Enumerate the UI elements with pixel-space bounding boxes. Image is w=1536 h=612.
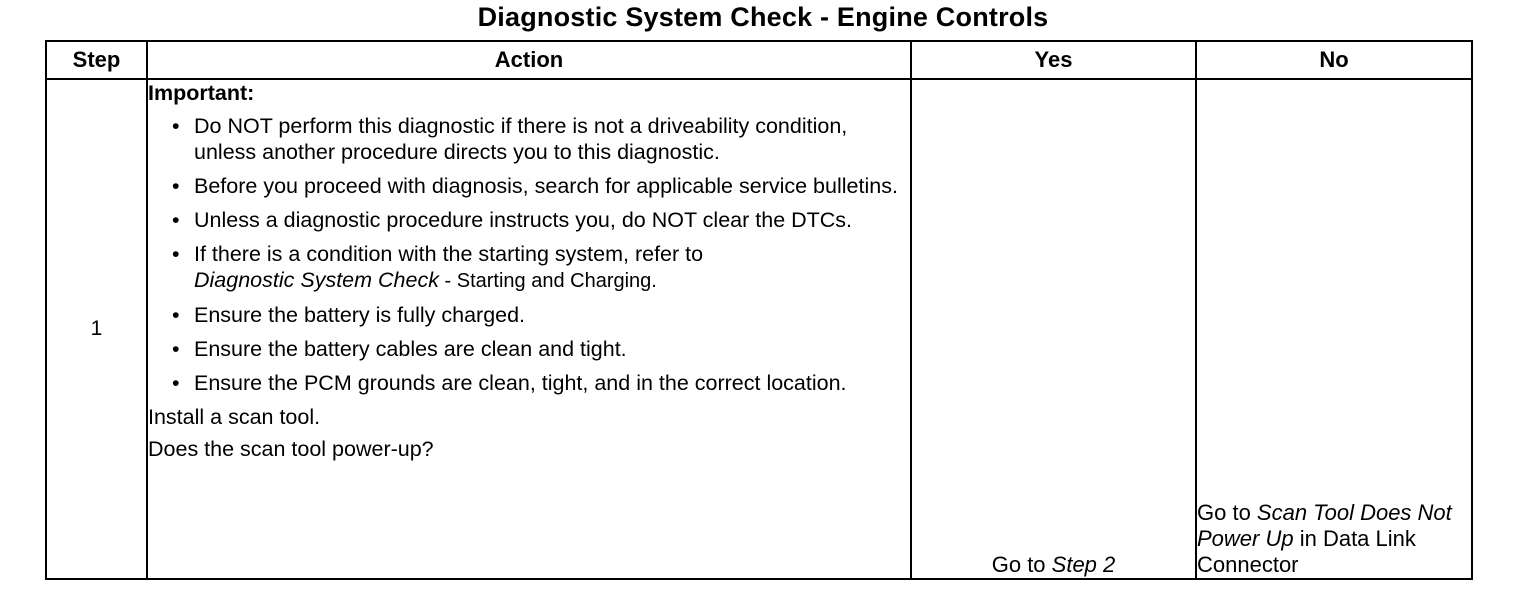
bullet-text: Unless a diagnostic procedure instructs you, do NOT clear the DTCs. <box>194 208 853 232</box>
bullet-text: Do NOT perform this diagnostic if there is not a driveability condition, unless another procedure directs you to this diagnostic. <box>194 114 848 164</box>
starting-charging-link[interactable]: Diagnostic System Check <box>194 268 439 292</box>
bullet-text: Ensure the PCM grounds are clean, tight, and in the correct location. <box>194 371 847 395</box>
bullet-icon: • <box>172 337 180 361</box>
bullet-text: Ensure the battery is fully charged. <box>194 303 526 327</box>
important-label: Important: <box>148 81 255 105</box>
step-number: 1 <box>46 79 147 579</box>
no-cell <box>1196 79 1472 579</box>
yes-column-header: Yes <box>911 41 1196 79</box>
list-item <box>172 302 910 328</box>
bullet-text: Ensure the battery cables are clean and tight. <box>194 337 627 361</box>
action-cell <box>147 79 911 579</box>
instruction-text: Install a scan tool. <box>148 405 321 429</box>
starting-charging-suffix: - Starting and Charging. <box>438 270 657 292</box>
bullet-icon: • <box>172 208 180 232</box>
bullet-icon: • <box>172 174 180 198</box>
list-item <box>172 173 910 199</box>
question-text: Does the scan tool power-up? <box>148 437 434 461</box>
list-item <box>172 113 910 165</box>
table-row <box>46 79 1472 579</box>
no-prefix: Go to <box>1197 500 1257 525</box>
action-column-header: Action <box>147 41 911 79</box>
table-header-row <box>46 41 1472 79</box>
diagnostic-table <box>45 40 1473 580</box>
bullet-icon: • <box>172 303 180 327</box>
list-item <box>172 241 910 294</box>
scan-tool-link[interactable]: Scan Tool Does Not Power Up <box>1197 500 1452 551</box>
bullet-icon: • <box>172 114 180 138</box>
list-item <box>172 370 910 396</box>
yes-prefix: Go to <box>991 552 1052 577</box>
step-column-header: Step <box>46 41 147 79</box>
bullet-text: If there is a condition with the starting system, refer to <box>194 242 704 266</box>
bullet-text: Before you proceed with diagnosis, search for applicable service bulletins. <box>194 174 898 198</box>
yes-cell <box>911 79 1196 579</box>
no-suffix: in Data Link Connector <box>1197 526 1416 577</box>
bullet-icon: • <box>172 371 180 395</box>
important-list <box>148 113 910 396</box>
list-item <box>172 336 910 362</box>
page-title: Diagnostic System Check - Engine Controls <box>477 2 1049 32</box>
no-column-header: No <box>1196 41 1472 79</box>
step-2-link[interactable]: Step 2 <box>1051 552 1116 577</box>
bullet-icon: • <box>172 242 180 266</box>
list-item <box>172 207 910 233</box>
